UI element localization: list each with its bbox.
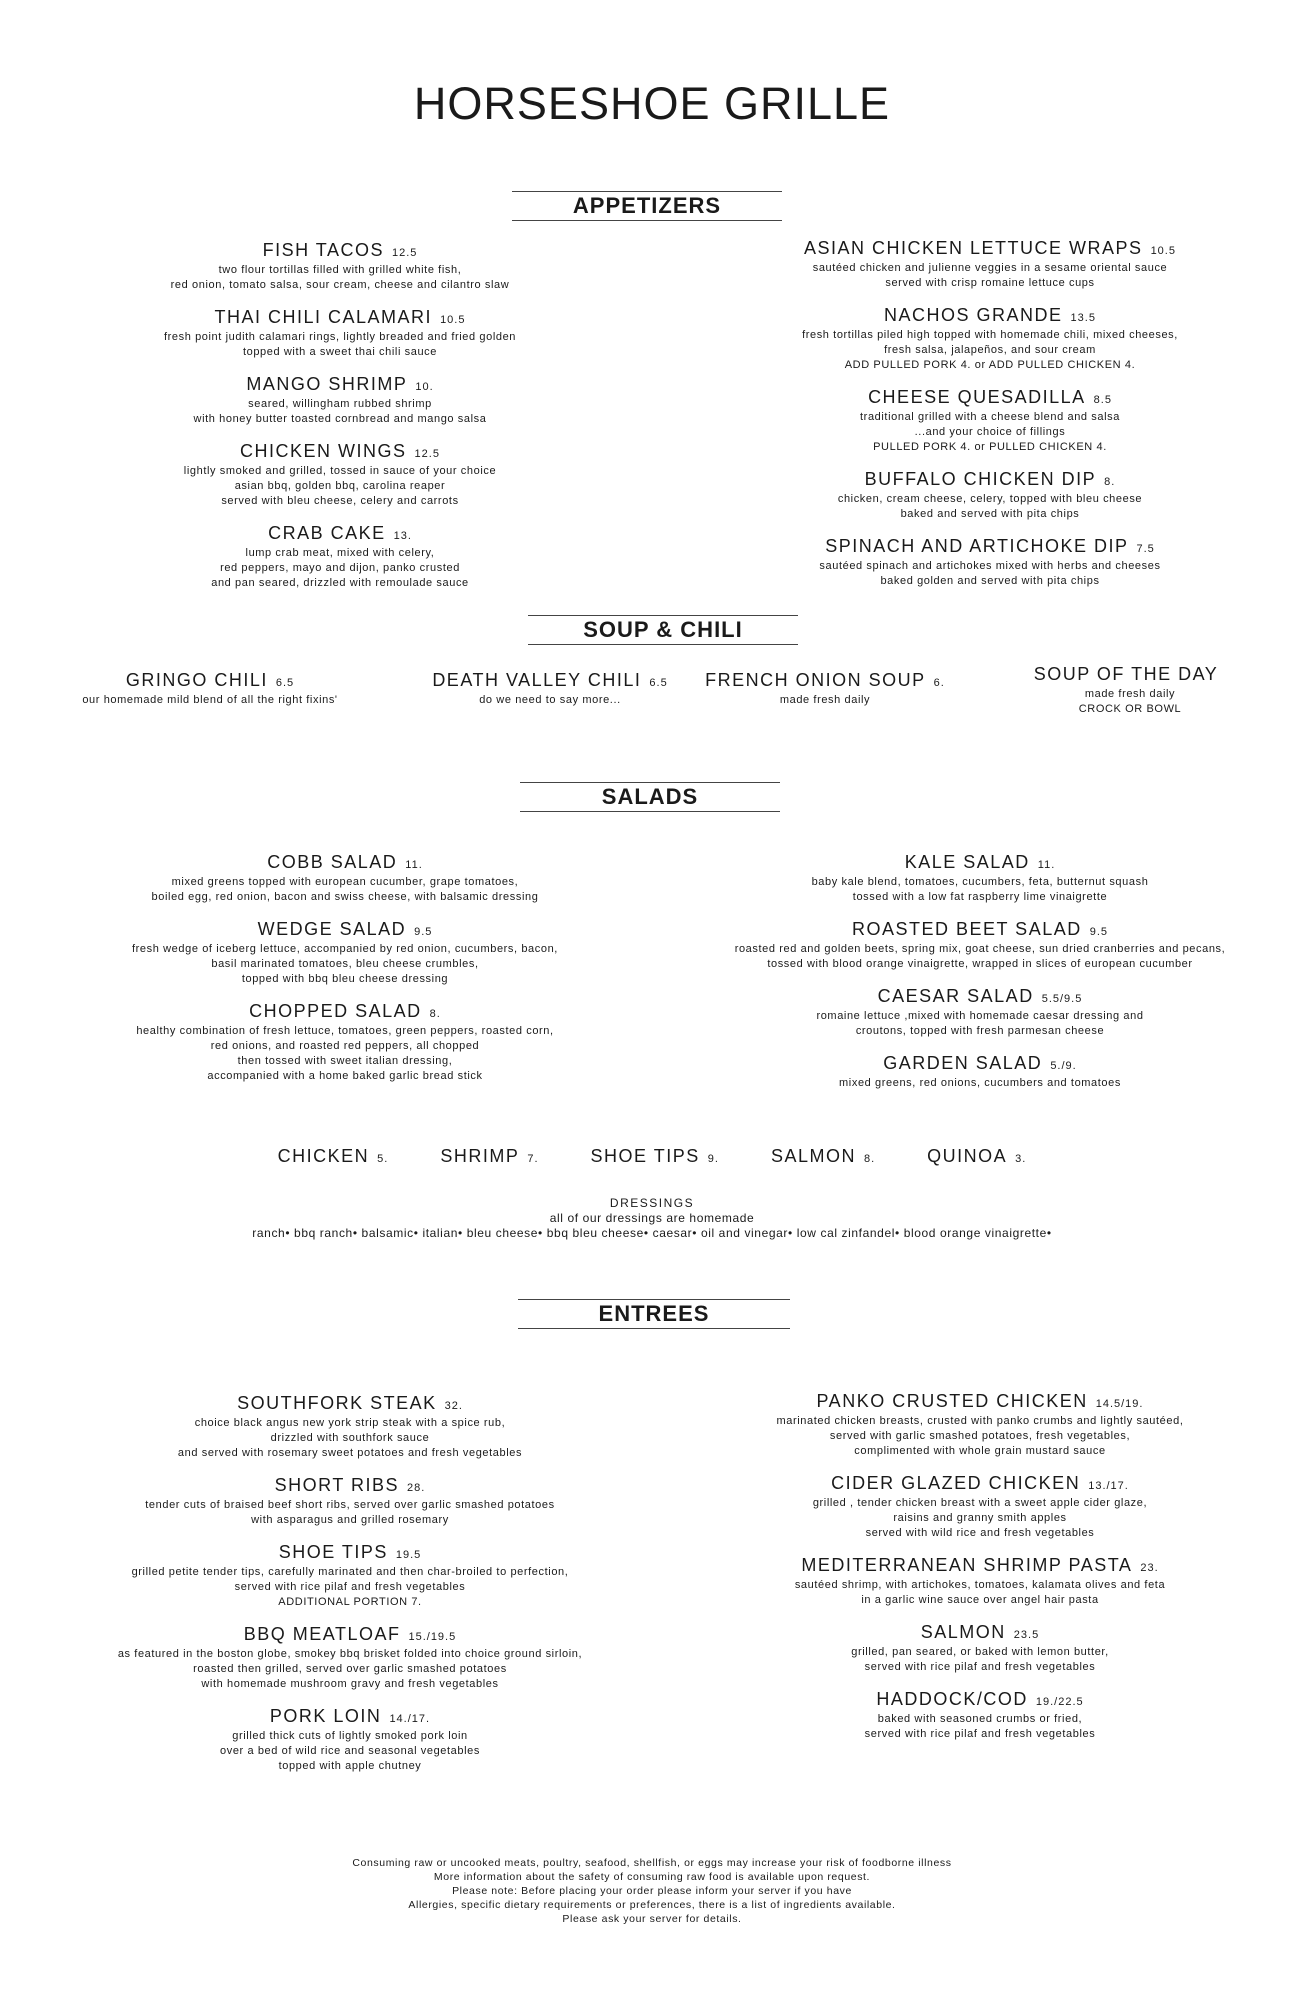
menu-item-title bbox=[690, 919, 1270, 942]
menu-item-description: fresh wedge of iceberg lettuce, accompanied by red onion, cucumbers, bacon, basil marinated tomatoes, bleu cheese crumbles, topped with bbq bleu cheese dressing bbox=[132, 943, 558, 985]
divider bbox=[518, 1328, 790, 1329]
addon-name: QUINOA bbox=[927, 1146, 1008, 1166]
menu-item-description: chicken, cream cheese, celery, topped with bleu cheese baked and served with pita chips bbox=[837, 493, 1143, 520]
section-soup-chili bbox=[528, 615, 798, 645]
menu-item-price: 23. bbox=[1140, 1562, 1159, 1574]
menu-item bbox=[410, 670, 690, 708]
addon-name: SALMON bbox=[770, 1146, 856, 1166]
menu-item bbox=[110, 307, 570, 360]
menu-item-title bbox=[740, 305, 1240, 328]
menu-item-description: marinated chicken breasts, crusted with panko crumbs and lightly sautéed, served with garlic smashed potatoes, fresh vegetables, complimented with whole grain mustard sauce bbox=[776, 1415, 1184, 1457]
menu-item-description: sautéed shrimp, with artichokes, tomatoes, kalamata olives and feta in a garlic wine sauce over angel hair pasta bbox=[794, 1579, 1166, 1606]
menu-item bbox=[60, 670, 360, 708]
menu-item bbox=[110, 441, 570, 509]
menu-item-description: grilled , tender chicken breast with a sweet apple cider glaze, raisins and granny smith apples served with wild rice and fresh vegetables bbox=[812, 1497, 1148, 1539]
menu-item-title bbox=[70, 1706, 630, 1729]
dressings-list: ranch• bbq ranch• balsamic• italian• bleu cheese• bbq bleu cheese• caesar• oil and vinegar• low cal zinfandel• blood orange vinaigrette• bbox=[252, 1226, 1052, 1240]
menu-item-name: SHORT RIBS bbox=[274, 1475, 400, 1495]
menu-item-title bbox=[70, 1624, 630, 1647]
menu-item-description: traditional grilled with a cheese blend and salsa ...and your choice of fillings PULLED PORK 4. or PULLED CHICKEN 4. bbox=[860, 411, 1120, 453]
menu-item-description: lump crab meat, mixed with celery, red peppers, mayo and dijon, panko crusted and pan seared, drizzled with remoulade sauce bbox=[211, 547, 469, 589]
menu-item-description: two flour tortillas filled with grilled white fish, red onion, tomato salsa, sour cream, cheese and cilantro slaw bbox=[170, 264, 510, 291]
menu-item-title bbox=[740, 238, 1240, 261]
menu-item-price: 12.5 bbox=[414, 448, 440, 460]
menu-item-description: mixed greens, red onions, cucumbers and tomatoes bbox=[839, 1077, 1121, 1089]
menu-item bbox=[70, 1706, 630, 1774]
menu-item-description: baby kale blend, tomatoes, cucumbers, feta, butternut squash tossed with a low fat raspberry lime vinaigrette bbox=[811, 876, 1149, 903]
addon-price: 3. bbox=[1015, 1153, 1027, 1165]
addon-item bbox=[278, 1146, 389, 1167]
soup-item bbox=[60, 670, 360, 722]
menu-item-price: 15./19.5 bbox=[408, 1631, 457, 1643]
menu-item-description: do we need to say more... bbox=[479, 694, 621, 706]
menu-item-title bbox=[80, 1001, 610, 1024]
menu-item-name: GRINGO CHILI bbox=[125, 670, 268, 690]
menu-item-description: romaine lettuce ,mixed with homemade caesar dressing and croutons, topped with fresh parmesan cheese bbox=[816, 1010, 1144, 1037]
addon-name: SHRIMP bbox=[440, 1146, 520, 1166]
dressings bbox=[0, 1196, 1304, 1241]
menu-item bbox=[700, 1622, 1260, 1675]
menu-item bbox=[690, 919, 1270, 972]
menu-item-name: DEATH VALLEY CHILI bbox=[432, 670, 642, 690]
page-title: HORSESHOE GRILLE bbox=[413, 78, 891, 129]
menu-item-description: healthy combination of fresh lettuce, tomatoes, green peppers, roasted corn, red onions, and roasted red peppers, all chopped then tossed with sweet italian dressing, accompanied with a home baked garlic bread stick bbox=[136, 1025, 554, 1082]
menu-item-price: 6.5 bbox=[275, 677, 295, 689]
addon-price: 8. bbox=[863, 1153, 876, 1165]
menu-item bbox=[690, 670, 960, 708]
menu-item bbox=[690, 1053, 1270, 1091]
menu-item-price: 10.5 bbox=[1150, 245, 1176, 257]
menu-item-title bbox=[80, 852, 610, 875]
menu-item-description: fresh point judith calamari rings, lightly breaded and fried golden topped with a sweet thai chili sauce bbox=[163, 331, 517, 358]
menu-item-name: PORK LOIN bbox=[269, 1706, 382, 1726]
menu-item bbox=[110, 523, 570, 591]
menu-item bbox=[70, 1542, 630, 1610]
divider bbox=[520, 811, 780, 812]
menu-item-price: 12.5 bbox=[391, 247, 418, 259]
menu-item-name: CHOPPED SALAD bbox=[249, 1001, 422, 1021]
menu-item-name: WEDGE SALAD bbox=[257, 919, 407, 939]
menu-item-name: ASIAN CHICKEN LETTUCE WRAPS bbox=[804, 238, 1143, 258]
menu-item-title bbox=[700, 1555, 1260, 1578]
divider bbox=[528, 644, 798, 645]
menu-item-title bbox=[1000, 664, 1260, 687]
menu-item-title bbox=[700, 1391, 1260, 1414]
menu-item-price: 8. bbox=[1104, 476, 1116, 488]
menu-item bbox=[110, 374, 570, 427]
menu-item-price: 8.5 bbox=[1093, 394, 1112, 406]
menu-item bbox=[740, 238, 1240, 291]
menu-item-name: CAESAR SALAD bbox=[877, 986, 1034, 1006]
menu-item bbox=[700, 1689, 1260, 1742]
menu-item bbox=[80, 852, 610, 905]
menu-item-name: COBB SALAD bbox=[267, 852, 398, 872]
menu-item-name: CHICKEN WINGS bbox=[240, 441, 407, 461]
menu-item-description: grilled petite tender tips, carefully marinated and then char-broiled to perfection, served with rice pilaf and fresh vegetables ADDITIONAL PORTION 7. bbox=[131, 1566, 569, 1608]
menu-item-title bbox=[70, 1393, 630, 1416]
menu-item bbox=[80, 919, 610, 987]
menu-item-price: 8. bbox=[429, 1008, 441, 1020]
menu-item-title bbox=[690, 670, 960, 693]
menu-item-price: 14.5/19. bbox=[1095, 1398, 1144, 1410]
menu-item-title bbox=[60, 670, 360, 693]
protein-addons bbox=[0, 1146, 1304, 1167]
section-title: ENTREES bbox=[598, 1301, 710, 1326]
menu-item-title bbox=[690, 852, 1270, 875]
allergy-notice bbox=[0, 1856, 1304, 1926]
menu-item-description: our homemade mild blend of all the right fixins' bbox=[82, 694, 338, 706]
menu-item-name: SOUTHFORK STEAK bbox=[237, 1393, 437, 1413]
menu-item-description: sautéed chicken and julienne veggies in a sesame oriental sauce served with crisp romaine lettuce cups bbox=[812, 262, 1168, 289]
menu-item-title bbox=[70, 1475, 630, 1498]
menu-item-price: 19.5 bbox=[395, 1549, 422, 1561]
soup-item bbox=[410, 670, 690, 722]
menu-item-title bbox=[110, 307, 570, 330]
menu-item-title bbox=[740, 469, 1240, 492]
menu-item bbox=[700, 1473, 1260, 1541]
menu-item bbox=[70, 1475, 630, 1528]
allergy-notice-text: Consuming raw or uncooked meats, poultry, seafood, shellfish, or eggs may increase your risk of foodborne illness More information about the safety of consuming raw food is available upon request. Please note: Before placing your order please inform your server if you have Allergies, specific dietary requirements or preferences, there is a list of ingredients available. Please ask your server for details. bbox=[352, 1857, 952, 1925]
menu-item-name: CHEESE QUESADILLA bbox=[868, 387, 1086, 407]
menu-item bbox=[700, 1555, 1260, 1608]
dressings-heading: DRESSINGS bbox=[609, 1196, 695, 1210]
menu-item bbox=[740, 469, 1240, 522]
entrees-left-column bbox=[70, 1393, 630, 1788]
menu-item-name: SALMON bbox=[920, 1622, 1006, 1642]
menu-item-price: 10.5 bbox=[440, 314, 466, 326]
addon-item bbox=[591, 1146, 719, 1167]
salads-right-column bbox=[690, 852, 1270, 1105]
menu-item-title bbox=[110, 523, 570, 546]
menu-item-name: MANGO SHRIMP bbox=[246, 374, 408, 394]
menu-item-name: BBQ MEATLOAF bbox=[243, 1624, 401, 1644]
addon-name: SHOE TIPS bbox=[590, 1146, 700, 1166]
section-title: SOUP & CHILI bbox=[583, 617, 743, 642]
menu-item-price: 5.5/9.5 bbox=[1041, 993, 1083, 1005]
menu-item-description: as featured in the boston globe, smokey bbq brisket folded into choice ground sirloin, roasted then grilled, served over garlic smashed potatoes with homemade mushroom gravy and fresh vegetables bbox=[117, 1648, 583, 1690]
menu-item bbox=[690, 986, 1270, 1039]
menu-item-price: 28. bbox=[407, 1482, 426, 1494]
menu-item-price: 13. bbox=[393, 530, 412, 542]
salads-left-column bbox=[80, 852, 610, 1098]
appetizers-left-column bbox=[110, 240, 570, 605]
menu-item-title bbox=[110, 374, 570, 397]
divider bbox=[512, 220, 782, 221]
menu-item-name: HADDOCK/COD bbox=[876, 1689, 1028, 1709]
addon-name: CHICKEN bbox=[277, 1146, 370, 1166]
menu-item-price: 6.5 bbox=[649, 677, 668, 689]
addon-price: 9. bbox=[707, 1153, 719, 1165]
menu-item-title bbox=[700, 1689, 1260, 1712]
menu-item bbox=[70, 1393, 630, 1461]
menu-item-name: CIDER GLAZED CHICKEN bbox=[831, 1473, 1081, 1493]
menu-item-title bbox=[80, 919, 610, 942]
menu-item-title bbox=[690, 1053, 1270, 1076]
menu-item-description: made fresh daily bbox=[779, 694, 871, 706]
menu-item-price: 13.5 bbox=[1070, 312, 1096, 324]
menu-item bbox=[740, 536, 1240, 589]
menu-item-description: made fresh daily CROCK OR BOWL bbox=[1078, 688, 1182, 715]
menu-item-name: SOUP OF THE DAY bbox=[1033, 664, 1219, 684]
addon-item bbox=[440, 1146, 538, 1167]
menu-item-title bbox=[110, 240, 570, 263]
menu-item-price: 11. bbox=[405, 859, 423, 871]
menu-item-description: sautéed spinach and artichokes mixed with herbs and cheeses baked golden and served with pita chips bbox=[819, 560, 1161, 587]
addon-price: 7. bbox=[527, 1153, 539, 1165]
menu-item-price: 9.5 bbox=[414, 926, 433, 938]
menu-item-name: SPINACH AND ARTICHOKE DIP bbox=[825, 536, 1129, 556]
menu-item bbox=[80, 1001, 610, 1084]
menu-item-price: 14./17. bbox=[389, 1713, 431, 1725]
dressings-subtitle: all of our dressings are homemade bbox=[549, 1211, 755, 1225]
menu-item-title bbox=[740, 387, 1240, 410]
menu-item bbox=[110, 240, 570, 293]
appetizers-right-column bbox=[740, 238, 1240, 603]
addon-item bbox=[927, 1146, 1026, 1167]
menu-item-description: grilled, pan seared, or baked with lemon butter, served with rice pilaf and fresh vegetables bbox=[851, 1646, 1109, 1673]
menu-item-price: 13./17. bbox=[1088, 1480, 1129, 1492]
soup-item bbox=[690, 670, 960, 722]
menu-item bbox=[740, 387, 1240, 455]
menu-item-price: 9.5 bbox=[1089, 926, 1109, 938]
menu-item-name: SHOE TIPS bbox=[278, 1542, 388, 1562]
menu-item-price: 11. bbox=[1037, 859, 1056, 871]
menu-item-title bbox=[70, 1542, 630, 1565]
menu-item-description: choice black angus new york strip steak with a spice rub, drizzled with southfork sauce and served with rosemary sweet potatoes and fresh vegetables bbox=[177, 1417, 523, 1459]
menu-item-description: baked with seasoned crumbs or fried, served with rice pilaf and fresh vegetables bbox=[864, 1713, 1096, 1740]
menu-item-name: THAI CHILI CALAMARI bbox=[214, 307, 433, 327]
menu-item-name: CRAB CAKE bbox=[268, 523, 386, 543]
entrees-right-column bbox=[700, 1391, 1260, 1756]
menu-item-description: fresh tortillas piled high topped with homemade chili, mixed cheeses, fresh salsa, jalapeños, and sour cream ADD PULLED PORK 4. or ADD PULLED CHICKEN 4. bbox=[802, 329, 1178, 371]
menu-item-price: 23.5 bbox=[1013, 1629, 1040, 1641]
menu-item-description: lightly smoked and grilled, tossed in sauce of your choice asian bbq, golden bbq, carolina reaper served with bleu cheese, celery and carrots bbox=[183, 465, 497, 507]
addon-item bbox=[771, 1146, 875, 1167]
menu-item-description: tender cuts of braised beef short ribs, served over garlic smashed potatoes with asparagus and grilled rosemary bbox=[145, 1499, 555, 1526]
menu-item-title bbox=[700, 1622, 1260, 1645]
menu-item-description: roasted red and golden beets, spring mix, goat cheese, sun dried cranberries and pecans, tossed with blood orange vinaigrette, wrapped in slices of european cucumber bbox=[734, 943, 1226, 970]
menu-item-name: MEDITERRANEAN SHRIMP PASTA bbox=[801, 1555, 1133, 1575]
menu-item-price: 32. bbox=[444, 1400, 463, 1412]
section-appetizers bbox=[512, 191, 782, 221]
menu-item-name: FISH TACOS bbox=[262, 240, 384, 260]
menu-item-name: FRENCH ONION SOUP bbox=[705, 670, 926, 690]
menu-item-price: 10. bbox=[415, 381, 434, 393]
menu-item-name: ROASTED BEET SALAD bbox=[851, 919, 1082, 939]
section-title: SALADS bbox=[601, 784, 699, 809]
menu-item-price: 5./9. bbox=[1050, 1060, 1077, 1072]
menu-item-name: GARDEN SALAD bbox=[883, 1053, 1043, 1073]
menu-item-description: grilled thick cuts of lightly smoked pork loin over a bed of wild rice and seasonal vegetables topped with apple chutney bbox=[220, 1730, 480, 1772]
soup-item bbox=[1000, 664, 1260, 731]
menu-item bbox=[70, 1624, 630, 1692]
section-entrees bbox=[518, 1299, 790, 1329]
addon-price: 5. bbox=[377, 1153, 389, 1165]
menu-item-title bbox=[700, 1473, 1260, 1496]
menu-item bbox=[1000, 664, 1260, 717]
menu-item-title bbox=[410, 670, 690, 693]
section-title: APPETIZERS bbox=[572, 193, 722, 218]
menu-item-title bbox=[690, 986, 1270, 1009]
menu-item-name: KALE SALAD bbox=[904, 852, 1030, 872]
menu-item-price: 19./22.5 bbox=[1035, 1696, 1084, 1708]
menu-item bbox=[700, 1391, 1260, 1459]
menu-item-price: 6. bbox=[933, 677, 945, 689]
menu-item-name: NACHOS GRANDE bbox=[884, 305, 1063, 325]
menu-item-price: 7.5 bbox=[1136, 543, 1155, 555]
menu-item-name: BUFFALO CHICKEN DIP bbox=[864, 469, 1097, 489]
menu-item-description: mixed greens topped with european cucumber, grape tomatoes, boiled egg, red onion, bacon and swiss cheese, with balsamic dressing bbox=[151, 876, 539, 903]
menu-item-title bbox=[110, 441, 570, 464]
menu-item-description: seared, willingham rubbed shrimp with honey butter toasted cornbread and mango salsa bbox=[193, 398, 487, 425]
menu-item-name: PANKO CRUSTED CHICKEN bbox=[816, 1391, 1088, 1411]
menu-item bbox=[690, 852, 1270, 905]
menu-item bbox=[740, 305, 1240, 373]
section-salads bbox=[520, 782, 780, 812]
menu-item-title bbox=[740, 536, 1240, 559]
